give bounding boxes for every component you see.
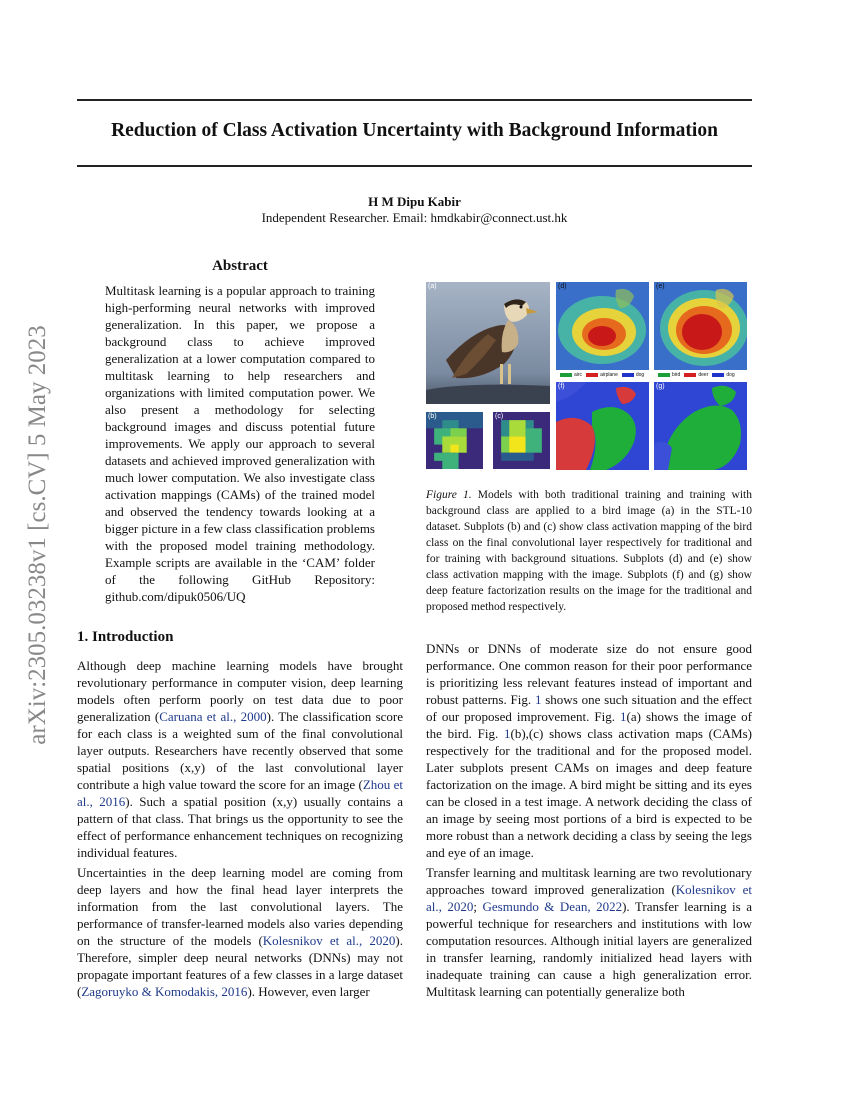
label-a: (a) bbox=[428, 283, 437, 290]
heatmap-c-icon bbox=[493, 412, 550, 469]
panel-e-cam-overlay bbox=[654, 282, 747, 370]
legend-e bbox=[658, 372, 735, 378]
intro-paragraph-2: Uncertainties in the deep learning model are coming from deep layers and how the final head layer interprets the information from the last convolutional layers. The performance of transfer-learned models also varies depending on the structure of the models (Kolesnikov et al., 2020). Therefore, simpler deep neural networks (DNNs) may not propagate important features of a few classes in a large dataset (Zagoruyko & Komodakis, 2016). However, even larger bbox=[77, 865, 403, 999]
legend-e-item-0: bird bbox=[658, 372, 680, 378]
figure-1 bbox=[426, 282, 752, 472]
intro-paragraph-1: Although deep machine learning models have brought revolutionary performance in computer vision, deep learning models often perform poorly on test data due to poor generalization (Caruana et al., 2000). The classification score for each class is a weighted sum of the final convolutional layer outputs. Researchers have recently observed that some spatial positions (x,y) of the last convolutional layer contribute a high value toward the score for an image (Zhou et al., 2016). Such a spatial position (x,y) usually contains a pattern of that class. That brings us the opportunity to see the effect of performance enhancement techniques on recognizing individual features. bbox=[77, 658, 404, 860]
label-d: (d) bbox=[558, 283, 567, 290]
label-g: (g) bbox=[656, 383, 665, 390]
abstract-heading: Abstract bbox=[212, 258, 268, 274]
panel-a-bird-photo bbox=[426, 282, 550, 404]
label-c: (c) bbox=[495, 413, 504, 420]
figure-caption bbox=[426, 487, 752, 615]
panel-b-cam-grid bbox=[426, 412, 483, 469]
abstract-text: Multitask learning is a popular approach to training high-performing neural networks with improved generalization. In this paper, we propose a background class to achieve improved generalization at a lower computation compared to multitask learning to help researchers and organizations with limited computation power. We also present a methodology for selecting background images and discuss potential future improvements. We apply our approach to several datasets and achieved improved generalization with much lower computation. We also investigate class activation mappings (CAMs) of the trained model and observed the tendency towards looking at a bigger picture in a few class classification problems with the proposed model training methodology. Example scripts are available in the ‘CAM’ folder of the following GitHub Repository: github.com/dipuk0506/UQ bbox=[105, 283, 375, 604]
panel-g-feature-factorization bbox=[654, 382, 747, 470]
factorization-f-icon bbox=[556, 382, 649, 470]
legend-d bbox=[560, 372, 644, 378]
citation-caruana[interactable]: Caruana et al., 2000 bbox=[159, 709, 267, 724]
figure-ref-1[interactable]: 1 bbox=[534, 692, 542, 707]
caption-label: Figure 1. bbox=[426, 489, 472, 501]
panel-c-cam-grid bbox=[493, 412, 550, 469]
legend-e-item-2: dog bbox=[712, 372, 734, 378]
panel-f-feature-factorization bbox=[556, 382, 649, 470]
citation-kolesnikov-2[interactable]: Kolesnikov et al., 2020 bbox=[426, 882, 752, 914]
arxiv-id[interactable]: arXiv:2305.03238v1 [cs.CV] 5 May 2023 bbox=[24, 325, 51, 745]
intro-paragraph-3: DNNs or DNNs of moderate size do not ensure good performance. One common reason for their poor performance is prioritizing less relevant features instead of important and robust patterns. Fig. 1 shows one such situation and the effect of our proposed improvement. Fig. 1(a) shows the image of the bird. Fig. 1(b),(c) shows class activation maps (CAMs) respectively for the traditional and for the proposed model. Later subplots present CAMs on images and deep feature factorization on the image. A bird might be sitting and its eyes can be closed in a test image. A network deciding the class of an image by seeing most portions of a bird is expected to be more robust than a network deciding a class by seeing the legs and eye of an image. bbox=[426, 641, 752, 860]
factorization-g-icon bbox=[654, 382, 747, 470]
legend-d-item-1: airplane bbox=[586, 372, 618, 378]
citation-zhou[interactable]: Zhou et al., 2016 bbox=[77, 777, 404, 809]
top-rule bbox=[77, 99, 752, 101]
label-e: (e) bbox=[656, 283, 665, 290]
label-b: (b) bbox=[428, 413, 437, 420]
bird-photo-icon bbox=[426, 282, 550, 404]
paper-title: Reduction of Class Activation Uncertainty with Background Information bbox=[111, 120, 718, 141]
arxiv-sidebar bbox=[18, 290, 58, 780]
label-f: (f) bbox=[558, 383, 565, 390]
panel-d-cam-overlay bbox=[556, 282, 649, 370]
author-affiliation: Independent Researcher. Email: hmdkabir@connect.ust.hk bbox=[261, 210, 568, 225]
author-block bbox=[77, 194, 752, 226]
title-rule bbox=[77, 165, 752, 167]
figure-ref-3[interactable]: 1 bbox=[503, 726, 511, 741]
citation-zagoruyko[interactable]: Zagoruyko & Komodakis, 2016 bbox=[81, 984, 248, 999]
legend-d-item-0: airc bbox=[560, 372, 582, 378]
heatmap-overlay-e-icon bbox=[654, 282, 747, 370]
legend-d-item-2: dog bbox=[622, 372, 644, 378]
citation-kolesnikov[interactable]: Kolesnikov et al., 2020 bbox=[262, 933, 396, 948]
legend-e-item-1: deer bbox=[684, 372, 708, 378]
heatmap-b-icon bbox=[426, 412, 483, 469]
author-name: H M Dipu Kabir bbox=[368, 194, 461, 209]
citation-gesmundo[interactable]: Gesmundo & Dean, 2022 bbox=[482, 899, 623, 914]
heatmap-overlay-d-icon bbox=[556, 282, 649, 370]
intro-paragraph-4: Transfer learning and multitask learning are two revolutionary approaches toward improved generalization (Kolesnikov et al., 2020; Gesmundo & Dean, 2022). Transfer learning is a powerful technique for researchers and institutions with low computation resources. Although initial layers are generalized in transfer learning, randomly initialized head layers with inadequate training can cause a high generalization error. Multitask learning can potentially generalize both bbox=[426, 865, 752, 999]
caption-text: Models with both traditional training and training with background class are applied to a bird image (a) in the STL-10 dataset. Subplots (b) and (c) show class activation mapping of the bird class on the final convolutional layer respectively for traditional and for training with background situations. Subplots (d) and (e) show class activation mapping with the image. Subplots (f) and (g) show deep feature factorization results on the image for the traditional and proposed method respectively. bbox=[426, 489, 752, 613]
section-heading-introduction: 1. Introduction bbox=[77, 629, 174, 645]
figure-ref-2[interactable]: 1 bbox=[620, 709, 627, 724]
